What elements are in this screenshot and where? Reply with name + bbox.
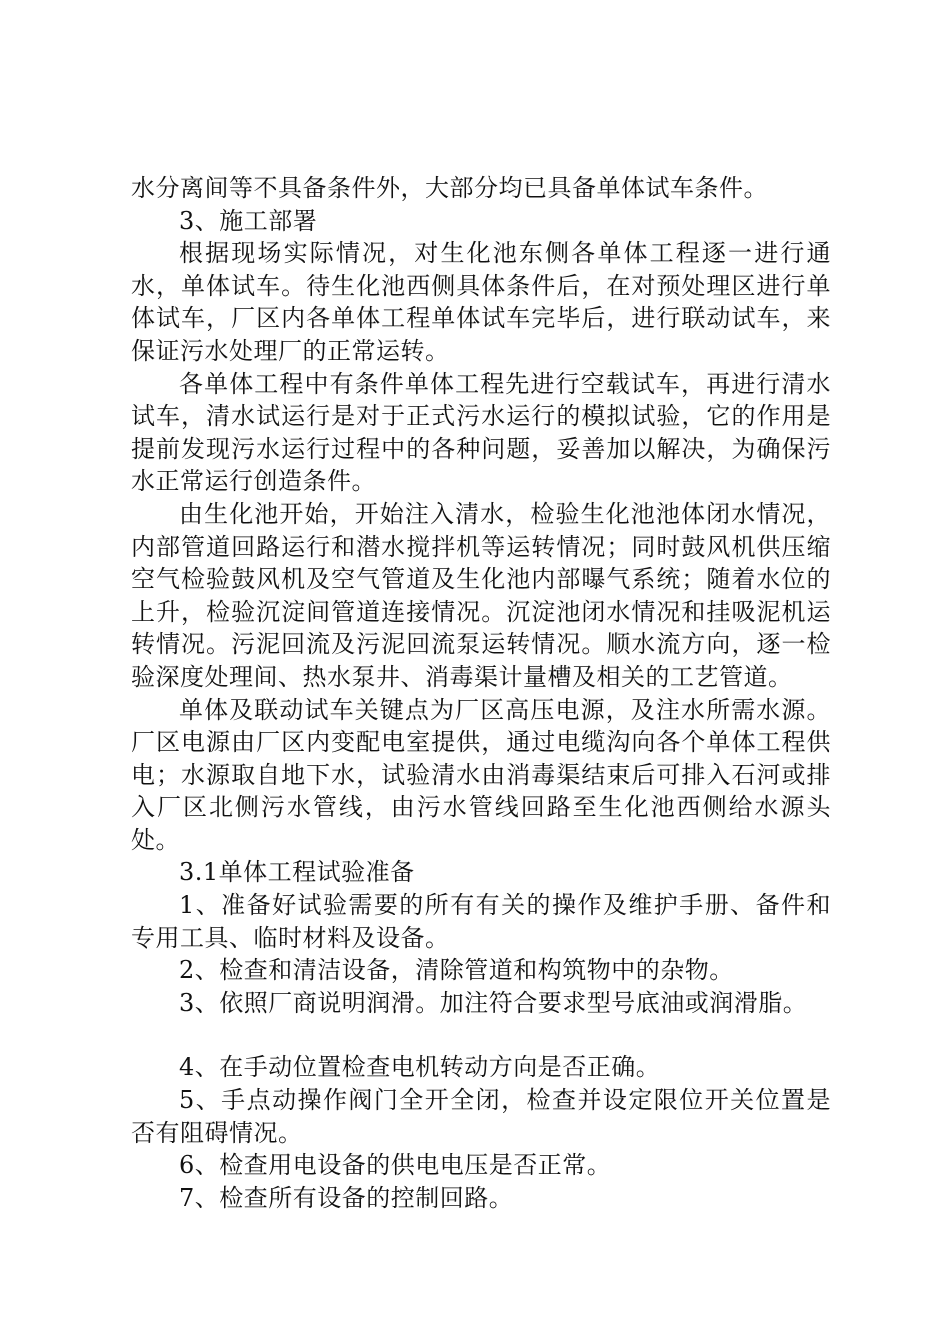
list-item-7: 7、检查所有设备的控制回路。 [179, 1183, 514, 1212]
section-heading-construction-deployment: 3、施工部署 [179, 206, 318, 235]
paragraph-biochemical-tank-procedure: 由生化池开始，开始注入清水，检验生化池池体闭水情况，内部管道回路运行和潜水搅拌机等运转情况；同时鼓风机供压缩空气检验鼓风机及空气管道及生化池内部曝气系统；随着水位的上升，检验沉淀间管道连接情况。沉淀池闭水情况和挂吸泥机运转情况。污泥回流及污泥回流泵运转情况。顺水流方向，逐一检验深度处理间、热水泵井、消毒渠计量槽及相关的工艺管道。 [131, 499, 831, 691]
list-item-3: 3、依照厂商说明润滑。加注符合要求型号底油或润滑脂。 [179, 988, 808, 1017]
paragraph-power-and-water-source: 单体及联动试车关键点为厂区高压电源，及注水所需水源。厂区电源由厂区内变配电室提供，通过电缆沟向各个单体工程供电；水源取自地下水，试验清水由消毒渠结束后可排入石河或排入厂区北侧污水管线，由污水管线回路至生化池西侧给水源头处。 [131, 695, 831, 854]
section-heading-test-preparation: 3.1单体工程试验准备 [179, 858, 415, 887]
paragraph-continuation: 水分离间等不具备条件外，大部分均已具备单体试车条件。 [131, 174, 768, 202]
list-item-6: 6、检查用电设备的供电电压是否正常。 [179, 1151, 612, 1180]
list-item-1: 1、准备好试验需要的所有有关的操作及维护手册、备件和专用工具、临时材料及设备。 [131, 891, 831, 952]
list-item-2: 2、检查和清洁设备，清除管道和构筑物中的杂物。 [179, 956, 734, 985]
paragraph-site-conditions: 根据现场实际情况，对生化池东侧各单体工程逐一进行通水，单体试车。待生化池西侧具体条件后，在对预处理区进行单体试车，厂区内各单体工程单体试车完毕后，进行联动试车，来保证污水处理厂的正常运转。 [131, 239, 831, 365]
list-item-5: 5、手点动操作阀门全开全闭，检查并设定限位开关位置是否有阻碍情况。 [131, 1086, 831, 1147]
list-item-4: 4、在手动位置检查电机转动方向是否正确。 [179, 1053, 661, 1082]
paragraph-clear-water-test: 各单体工程中有条件单体工程先进行空载试车，再进行清水试车，清水试运行是对于正式污水运行的模拟试验，它的作用是提前发现污水运行过程中的各种问题，妥善加以解决，为确保污水正常运行创造条件。 [131, 369, 831, 496]
document-body [131, 172, 831, 1214]
